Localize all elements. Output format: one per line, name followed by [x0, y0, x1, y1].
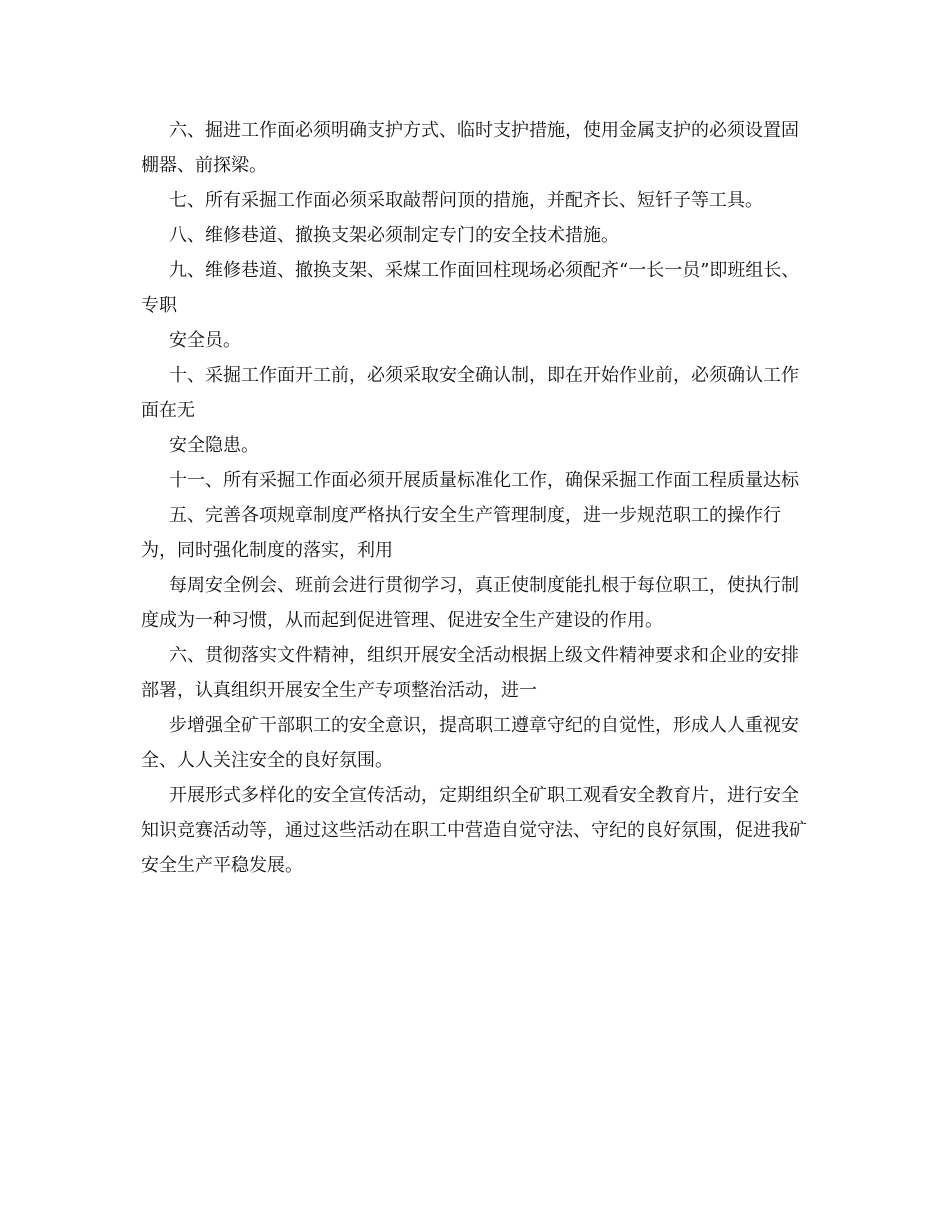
paragraph-safety-officer: 安全员。 — [169, 330, 241, 351]
paragraph-safety-confirmation: 十、采掘工作面开工前，必须采取安全确认制，即在开始作业前，必须确认工作面在无 — [141, 365, 799, 421]
paragraph-support-methods: 六、掘进工作面必须明确支护方式、临时支护措施，使用金属支护的必须设置固棚器、前探梁。 — [141, 120, 799, 176]
paragraph-rules-regulations: 五、完善各项规章制度严格执行安全生产管理制度，进一步规范职工的操作行为，同时强化制度的落实，利用 — [141, 505, 781, 561]
paragraph-weekly-meetings: 每周安全例会、班前会进行贯彻学习，真正使制度能扎根于每位职工，使执行制度成为一种习惯，从而起到促进管理、促进安全生产建设的作用。 — [141, 575, 799, 631]
paragraph-safety-awareness: 步增强全矿干部职工的安全意识，提高职工遵章守纪的自觉性，形成人人重视安全、人人关注安全的良好氛围。 — [141, 715, 799, 771]
paragraph-roof-check: 七、所有采掘工作面必须采取敲帮问顶的措施，并配齐长、短钎子等工具。 — [169, 190, 763, 211]
paragraph-document-spirit: 六、贯彻落实文件精神，组织开展安全活动根据上级文件精神要求和企业的安排部署，认真组织开展安全生产专项整治活动，进一 — [141, 645, 799, 701]
paragraph-repair-measures: 八、维修巷道、撤换支架必须制定专门的安全技术措施。 — [169, 225, 619, 246]
paragraph-no-hazard: 安全隐患。 — [169, 435, 259, 456]
paragraph-quality-standard: 十一、所有采掘工作面必须开展质量标准化工作，确保采掘工作面工程质量达标 — [169, 470, 799, 491]
paragraph-safety-promotion: 开展形式多样化的安全宣传活动，定期组织全矿职工观看安全教育片，进行安全知识竞赛活动等，通过这些活动在职工中营造自觉守法、守纪的良好氛围，促进我矿安全生产平稳发展。 — [141, 785, 807, 876]
document-body — [141, 113, 811, 883]
paragraph-one-leader-one-officer: 九、维修巷道、撤换支架、采煤工作面回柱现场必须配齐“一长一员”即班组长、专职 — [141, 260, 800, 316]
